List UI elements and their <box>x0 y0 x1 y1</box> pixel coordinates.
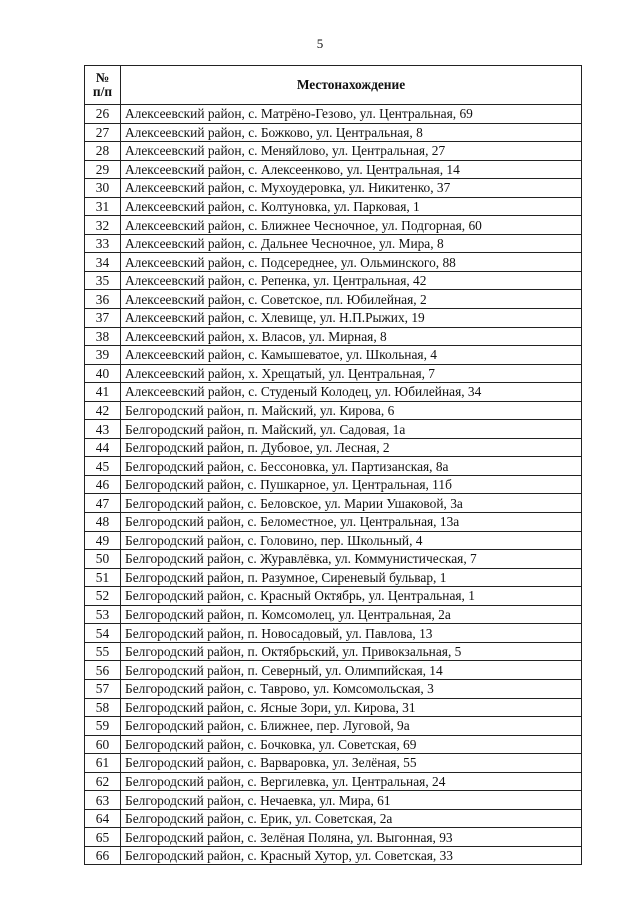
row-number: 54 <box>85 624 121 643</box>
row-number: 61 <box>85 754 121 773</box>
table-row <box>85 494 582 513</box>
row-location: Алексеевский район, с. Подсереднее, ул. Ольминского, 88 <box>121 253 582 272</box>
table-row <box>85 587 582 606</box>
table-row <box>85 475 582 494</box>
row-location: Белгородский район, с. Варваровка, ул. Зелёная, 55 <box>121 754 582 773</box>
header-number <box>85 66 121 105</box>
table-row <box>85 271 582 290</box>
row-location: Алексеевский район, с. Божково, ул. Центральная, 8 <box>121 123 582 142</box>
header-number-symbol: № <box>95 70 110 85</box>
row-location: Алексеевский район, с. Камышеватое, ул. Школьная, 4 <box>121 346 582 365</box>
table-row <box>85 123 582 142</box>
row-location: Белгородский район, п. Майский, ул. Кирова, 6 <box>121 401 582 420</box>
table-row <box>85 383 582 402</box>
row-number: 57 <box>85 679 121 698</box>
row-number: 56 <box>85 661 121 680</box>
table-row <box>85 309 582 328</box>
row-location: Алексеевский район, с. Колтуновка, ул. Парковая, 1 <box>121 197 582 216</box>
row-location: Алексеевский район, с. Ближнее Чесночное, ул. Подгорная, 60 <box>121 216 582 235</box>
header-location: Местонахождение <box>121 66 582 105</box>
row-number: 41 <box>85 383 121 402</box>
table-header-row <box>85 66 582 105</box>
row-number: 50 <box>85 550 121 569</box>
table-row <box>85 642 582 661</box>
row-number: 32 <box>85 216 121 235</box>
row-number: 49 <box>85 531 121 550</box>
row-number: 38 <box>85 327 121 346</box>
row-number: 62 <box>85 772 121 791</box>
table-row <box>85 550 582 569</box>
page-number: 5 <box>316 36 324 51</box>
row-number: 59 <box>85 717 121 736</box>
table-row <box>85 327 582 346</box>
table-row <box>85 754 582 773</box>
row-number: 63 <box>85 791 121 810</box>
table-body <box>85 105 582 865</box>
row-location: Алексеевский район, с. Алексеенково, ул. Центральная, 14 <box>121 160 582 179</box>
row-number: 28 <box>85 142 121 161</box>
row-location: Алексеевский район, с. Меняйлово, ул. Центральная, 27 <box>121 142 582 161</box>
table-row <box>85 160 582 179</box>
row-location: Белгородский район, с. Беломестное, ул. Центральная, 13а <box>121 513 582 532</box>
row-location: Алексеевский район, с. Репенка, ул. Центральная, 42 <box>121 271 582 290</box>
row-location: Белгородский район, п. Майский, ул. Садовая, 1а <box>121 420 582 439</box>
table-row <box>85 216 582 235</box>
table-row <box>85 234 582 253</box>
row-number: 51 <box>85 568 121 587</box>
row-location: Белгородский район, с. Ясные Зори, ул. Кирова, 31 <box>121 698 582 717</box>
row-number: 36 <box>85 290 121 309</box>
table-row <box>85 791 582 810</box>
table-row <box>85 809 582 828</box>
row-location: Белгородский район, с. Зелёная Поляна, ул. Выгонная, 93 <box>121 828 582 847</box>
row-location: Белгородский район, п. Новосадовый, ул. Павлова, 13 <box>121 624 582 643</box>
row-number: 47 <box>85 494 121 513</box>
table-row <box>85 679 582 698</box>
row-number: 34 <box>85 253 121 272</box>
row-location: Белгородский район, с. Таврово, ул. Комсомольская, 3 <box>121 679 582 698</box>
row-location: Белгородский район, с. Красный Хутор, ул. Советская, 33 <box>121 846 582 865</box>
table-row <box>85 197 582 216</box>
row-number: 31 <box>85 197 121 216</box>
row-location: Белгородский район, с. Бочковка, ул. Советская, 69 <box>121 735 582 754</box>
table-row <box>85 253 582 272</box>
table-row <box>85 438 582 457</box>
row-location: Белгородский район, с. Вергилевка, ул. Центральная, 24 <box>121 772 582 791</box>
table-row <box>85 772 582 791</box>
row-number: 44 <box>85 438 121 457</box>
locations-table <box>84 65 582 865</box>
table-row <box>85 179 582 198</box>
table-row <box>85 605 582 624</box>
row-number: 55 <box>85 642 121 661</box>
row-location: Алексеевский район, с. Дальнее Чесночное, ул. Мира, 8 <box>121 234 582 253</box>
table-row <box>85 513 582 532</box>
table-row <box>85 717 582 736</box>
row-number: 60 <box>85 735 121 754</box>
row-location: Алексеевский район, х. Власов, ул. Мирная, 8 <box>121 327 582 346</box>
table-row <box>85 661 582 680</box>
row-number: 33 <box>85 234 121 253</box>
row-location: Белгородский район, с. Красный Октябрь, ул. Центральная, 1 <box>121 587 582 606</box>
header-number-abbr: п/п <box>92 84 113 99</box>
row-number: 48 <box>85 513 121 532</box>
row-location: Белгородский район, с. Нечаевка, ул. Мира, 61 <box>121 791 582 810</box>
row-location: Белгородский район, п. Дубовое, ул. Лесная, 2 <box>121 438 582 457</box>
row-number: 29 <box>85 160 121 179</box>
table-row <box>85 290 582 309</box>
row-number: 30 <box>85 179 121 198</box>
row-location: Белгородский район, с. Пушкарное, ул. Центральная, 11б <box>121 475 582 494</box>
table-row <box>85 846 582 865</box>
table-row <box>85 401 582 420</box>
row-location: Алексеевский район, с. Хлевище, ул. Н.П.Рыжих, 19 <box>121 309 582 328</box>
row-location: Белгородский район, с. Головино, пер. Школьный, 4 <box>121 531 582 550</box>
row-number: 66 <box>85 846 121 865</box>
table-row <box>85 457 582 476</box>
table-row <box>85 105 582 124</box>
row-location: Белгородский район, п. Октябрьский, ул. Привокзальная, 5 <box>121 642 582 661</box>
row-number: 65 <box>85 828 121 847</box>
row-number: 27 <box>85 123 121 142</box>
row-location: Белгородский район, с. Беловское, ул. Марии Ушаковой, 3а <box>121 494 582 513</box>
row-location: Алексеевский район, с. Студеный Колодец, ул. Юбилейная, 34 <box>121 383 582 402</box>
row-location: Белгородский район, п. Комсомолец, ул. Центральная, 2а <box>121 605 582 624</box>
row-number: 42 <box>85 401 121 420</box>
table-row <box>85 698 582 717</box>
row-number: 40 <box>85 364 121 383</box>
row-number: 52 <box>85 587 121 606</box>
row-number: 64 <box>85 809 121 828</box>
row-number: 46 <box>85 475 121 494</box>
table-row <box>85 531 582 550</box>
row-location: Белгородский район, с. Журавлёвка, ул. Коммунистическая, 7 <box>121 550 582 569</box>
table-row <box>85 142 582 161</box>
table-row <box>85 346 582 365</box>
row-location: Алексеевский район, с. Советское, пл. Юбилейная, 2 <box>121 290 582 309</box>
row-location: Алексеевский район, с. Матрёно-Гезово, ул. Центральная, 69 <box>121 105 582 124</box>
row-number: 53 <box>85 605 121 624</box>
row-number: 26 <box>85 105 121 124</box>
row-location: Алексеевский район, с. Мухоудеровка, ул. Никитенко, 37 <box>121 179 582 198</box>
table-row <box>85 568 582 587</box>
row-number: 39 <box>85 346 121 365</box>
table-row <box>85 828 582 847</box>
row-location: Белгородский район, п. Разумное, Сиреневый бульвар, 1 <box>121 568 582 587</box>
row-location: Белгородский район, с. Ближнее, пер. Луговой, 9а <box>121 717 582 736</box>
row-location: Белгородский район, с. Бессоновка, ул. Партизанская, 8а <box>121 457 582 476</box>
row-number: 58 <box>85 698 121 717</box>
table-row <box>85 624 582 643</box>
table-row <box>85 735 582 754</box>
row-number: 45 <box>85 457 121 476</box>
table-row <box>85 420 582 439</box>
row-number: 35 <box>85 271 121 290</box>
table-row <box>85 364 582 383</box>
row-location: Белгородский район, с. Ерик, ул. Советская, 2а <box>121 809 582 828</box>
row-location: Алексеевский район, х. Хрещатый, ул. Центральная, 7 <box>121 364 582 383</box>
row-number: 37 <box>85 309 121 328</box>
row-number: 43 <box>85 420 121 439</box>
row-location: Белгородский район, п. Северный, ул. Олимпийская, 14 <box>121 661 582 680</box>
